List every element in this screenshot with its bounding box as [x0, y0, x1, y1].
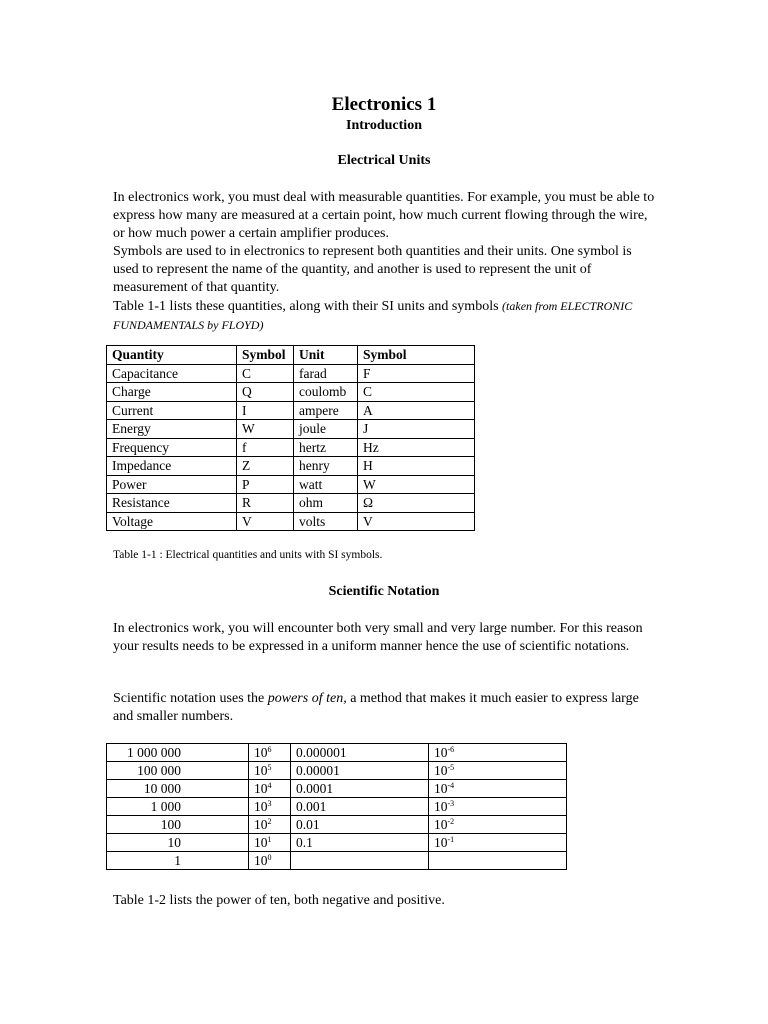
power-base: 10 — [254, 853, 268, 868]
table-row — [107, 438, 475, 457]
paragraph-powers-of-ten — [113, 690, 658, 726]
power-base: 10 — [434, 817, 448, 832]
table-cell: H — [358, 457, 475, 476]
negative-power-cell — [429, 834, 567, 852]
power-exponent: 1 — [267, 835, 272, 844]
power-base: 10 — [254, 835, 268, 850]
power-exponent: 0 — [267, 853, 272, 862]
table-cell: Z — [237, 457, 294, 476]
number-cell: 1 000 — [107, 798, 249, 816]
table-cell: henry — [294, 457, 358, 476]
power-base: 10 — [254, 817, 268, 832]
section-heading-scientific-notation: Scientific Notation — [328, 584, 440, 599]
header-cell: Unit — [294, 346, 358, 365]
negative-power-cell — [429, 744, 567, 762]
power-exponent: -3 — [447, 799, 455, 808]
power-exponent: 3 — [267, 799, 272, 808]
table-row — [107, 494, 475, 513]
power-exponent: 6 — [267, 745, 272, 754]
table-cell: watt — [294, 475, 358, 494]
positive-power-cell — [249, 852, 291, 870]
power-base: 10 — [254, 745, 268, 760]
table-cell: V — [237, 512, 294, 531]
power-base: 10 — [254, 763, 268, 778]
table-row — [107, 798, 567, 816]
table-cell: F — [358, 364, 475, 383]
table-row — [107, 383, 475, 402]
table-cell: farad — [294, 364, 358, 383]
table1-caption: Table 1-1 : Electrical quantities and units with SI symbols. — [113, 549, 383, 561]
table-cell: W — [237, 420, 294, 439]
paragraph-symbols: Symbols are used to in electronics to represent both quantities and their units. One symbol is used to represent the name of the quantity, and another is used to represent the unit of measurement of that quantity. — [113, 244, 632, 295]
decimal-cell — [291, 852, 429, 870]
paragraph-measurable-quantities: In electronics work, you must deal with measurable quantities. For example, you must be able to express how many are measured at a certain point, how much current flowing through the wire, or how much power a certain amplifier produces. — [113, 190, 655, 241]
positive-power-cell — [249, 816, 291, 834]
decimal-cell: 0.0001 — [291, 780, 429, 798]
table-intro-text: Table 1-1 lists these quantities, along with their SI units and symbols — [113, 299, 503, 314]
number-cell: 10 — [107, 834, 249, 852]
powers-text-before: Scientific notation uses the — [113, 691, 268, 706]
number-cell: 100 — [107, 816, 249, 834]
table-cell: R — [237, 494, 294, 513]
table-cell: W — [358, 475, 475, 494]
header-cell: Symbol — [358, 346, 475, 365]
negative-power-cell — [429, 762, 567, 780]
table-cell: Q — [237, 383, 294, 402]
power-exponent: -5 — [447, 763, 455, 772]
power-base: 10 — [434, 763, 448, 778]
positive-power-cell — [249, 762, 291, 780]
table-header-row — [107, 346, 475, 365]
negative-power-cell — [429, 798, 567, 816]
table-cell: V — [358, 512, 475, 531]
table-cell: Hz — [358, 438, 475, 457]
power-exponent: -2 — [447, 817, 455, 826]
table-row — [107, 744, 567, 762]
table-cell: P — [237, 475, 294, 494]
table-row — [107, 852, 567, 870]
power-base: 10 — [434, 799, 448, 814]
table-row — [107, 364, 475, 383]
table2-caption: Table 1-2 lists the power of ten, both negative and positive. — [113, 893, 445, 908]
powers-of-ten-table — [106, 743, 567, 870]
power-base: 10 — [254, 799, 268, 814]
number-cell: 100 000 — [107, 762, 249, 780]
powers-text-italic: powers of ten, — [267, 691, 347, 706]
negative-power-cell — [429, 780, 567, 798]
header-cell: Quantity — [107, 346, 237, 365]
page-title: Electronics 1 — [331, 94, 437, 115]
table-intro-source: (taken from ELECTRONIC FUNDAMENTALS by FLOYD) — [113, 299, 633, 332]
paragraph-small-large-numbers: In electronics work, you will encounter both very small and very large number. For this reason your results needs to be expressed in a uniform manner hence the use of scientific notations. — [113, 621, 643, 654]
table-cell: Energy — [107, 420, 237, 439]
number-cell: 1 — [107, 852, 249, 870]
table-cell: volts — [294, 512, 358, 531]
table-cell: Resistance — [107, 494, 237, 513]
table-row — [107, 475, 475, 494]
power-exponent: -4 — [447, 781, 455, 790]
decimal-cell: 0.1 — [291, 834, 429, 852]
table-cell: coulomb — [294, 383, 358, 402]
positive-power-cell — [249, 798, 291, 816]
table-cell: ohm — [294, 494, 358, 513]
power-base: 10 — [434, 781, 448, 796]
positive-power-cell — [249, 780, 291, 798]
positive-power-cell — [249, 744, 291, 762]
positive-power-cell — [249, 834, 291, 852]
table-row — [107, 512, 475, 531]
power-base: 10 — [254, 781, 268, 796]
power-exponent: -1 — [447, 835, 455, 844]
number-cell: 10 000 — [107, 780, 249, 798]
decimal-cell: 0.00001 — [291, 762, 429, 780]
page-subtitle: Introduction — [346, 118, 422, 133]
table-row — [107, 780, 567, 798]
negative-power-cell — [429, 852, 567, 870]
paragraph-table-intro — [113, 297, 658, 335]
power-base: 10 — [434, 835, 448, 850]
decimal-cell: 0.01 — [291, 816, 429, 834]
power-exponent: -6 — [447, 745, 455, 754]
powers-text-after: a method that makes it much easier to express large and smaller numbers. — [113, 691, 639, 724]
table-cell: J — [358, 420, 475, 439]
table-row — [107, 420, 475, 439]
table-cell: Power — [107, 475, 237, 494]
table-row — [107, 762, 567, 780]
power-exponent: 5 — [267, 763, 272, 772]
table-row — [107, 457, 475, 476]
power-exponent: 4 — [267, 781, 272, 790]
table-cell: Charge — [107, 383, 237, 402]
table-cell: Current — [107, 401, 237, 420]
table-cell: hertz — [294, 438, 358, 457]
power-exponent: 2 — [267, 817, 272, 826]
table-cell: A — [358, 401, 475, 420]
table-cell: f — [237, 438, 294, 457]
table-row — [107, 816, 567, 834]
table-cell: I — [237, 401, 294, 420]
number-cell: 1 000 000 — [107, 744, 249, 762]
decimal-cell: 0.000001 — [291, 744, 429, 762]
table-cell: Voltage — [107, 512, 237, 531]
table-cell: Impedance — [107, 457, 237, 476]
table-cell: Frequency — [107, 438, 237, 457]
header-cell: Symbol — [237, 346, 294, 365]
table-cell: C — [237, 364, 294, 383]
negative-power-cell — [429, 816, 567, 834]
table-cell: C — [358, 383, 475, 402]
table-cell: ampere — [294, 401, 358, 420]
table-row — [107, 401, 475, 420]
section-heading-electrical-units: Electrical Units — [337, 153, 431, 168]
power-base: 10 — [434, 745, 448, 760]
table-row — [107, 834, 567, 852]
table-cell: Ω — [358, 494, 475, 513]
decimal-cell: 0.001 — [291, 798, 429, 816]
table-cell: Capacitance — [107, 364, 237, 383]
electrical-units-table — [106, 345, 475, 531]
table-cell: joule — [294, 420, 358, 439]
